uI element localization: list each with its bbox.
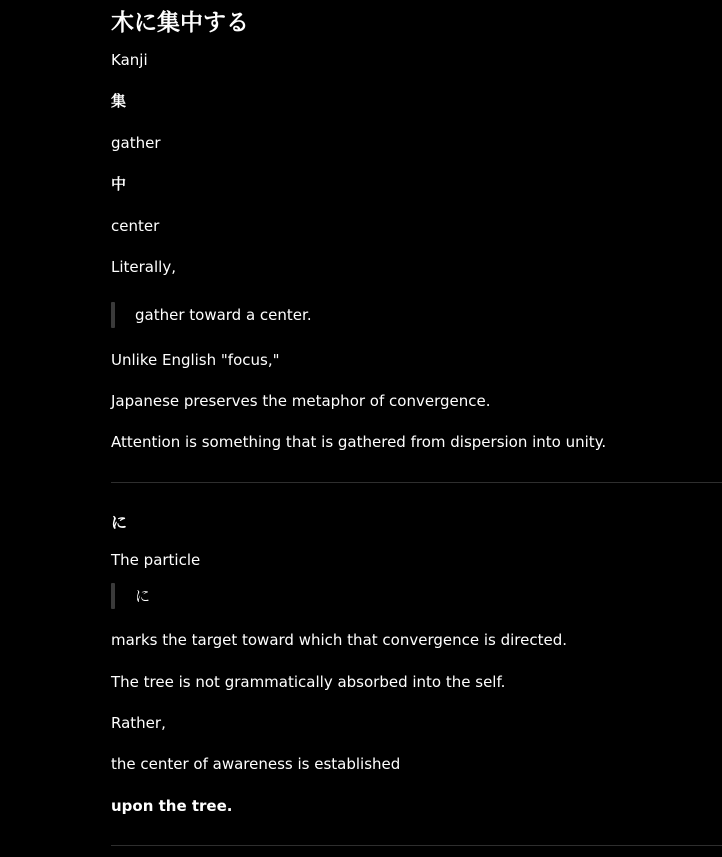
paragraph-attention: Attention is something that is gathered from dispersion into unity. <box>111 433 607 451</box>
kanji-gather-meaning: gather <box>111 134 161 152</box>
section-divider <box>111 845 722 846</box>
kanji-center-meaning: center <box>111 217 160 235</box>
page-title: 木に集中する <box>111 10 249 36</box>
literally-paragraph: Literally, <box>111 258 176 276</box>
kanji-gather: 集 <box>111 92 127 110</box>
paragraph-upon-tree: upon the tree. <box>111 797 233 815</box>
blockquote-text: gather toward a center. <box>135 306 312 324</box>
paragraph-center-awareness: the center of awareness is established <box>111 755 401 773</box>
paragraph-metaphor: Japanese preserves the metaphor of convergence. <box>111 392 491 410</box>
blockquote-gather <box>111 302 611 328</box>
section-divider <box>111 482 722 483</box>
blockquote-bar <box>111 583 115 609</box>
paragraph-focus: Unlike English "focus," <box>111 351 280 369</box>
kanji-center: 中 <box>111 175 127 193</box>
kanji-label: Kanji <box>111 51 148 69</box>
blockquote-bar <box>111 302 115 328</box>
section-heading-ni: に <box>111 513 128 532</box>
paragraph-marks-target: marks the target toward which that convergence is directed. <box>111 631 567 649</box>
blockquote-text: に <box>135 587 151 605</box>
blockquote-ni <box>111 583 611 609</box>
paragraph-rather: Rather, <box>111 714 166 732</box>
paragraph-particle: The particle <box>111 551 201 569</box>
paragraph-tree-not-absorbed: The tree is not grammatically absorbed into the self. <box>111 673 506 691</box>
